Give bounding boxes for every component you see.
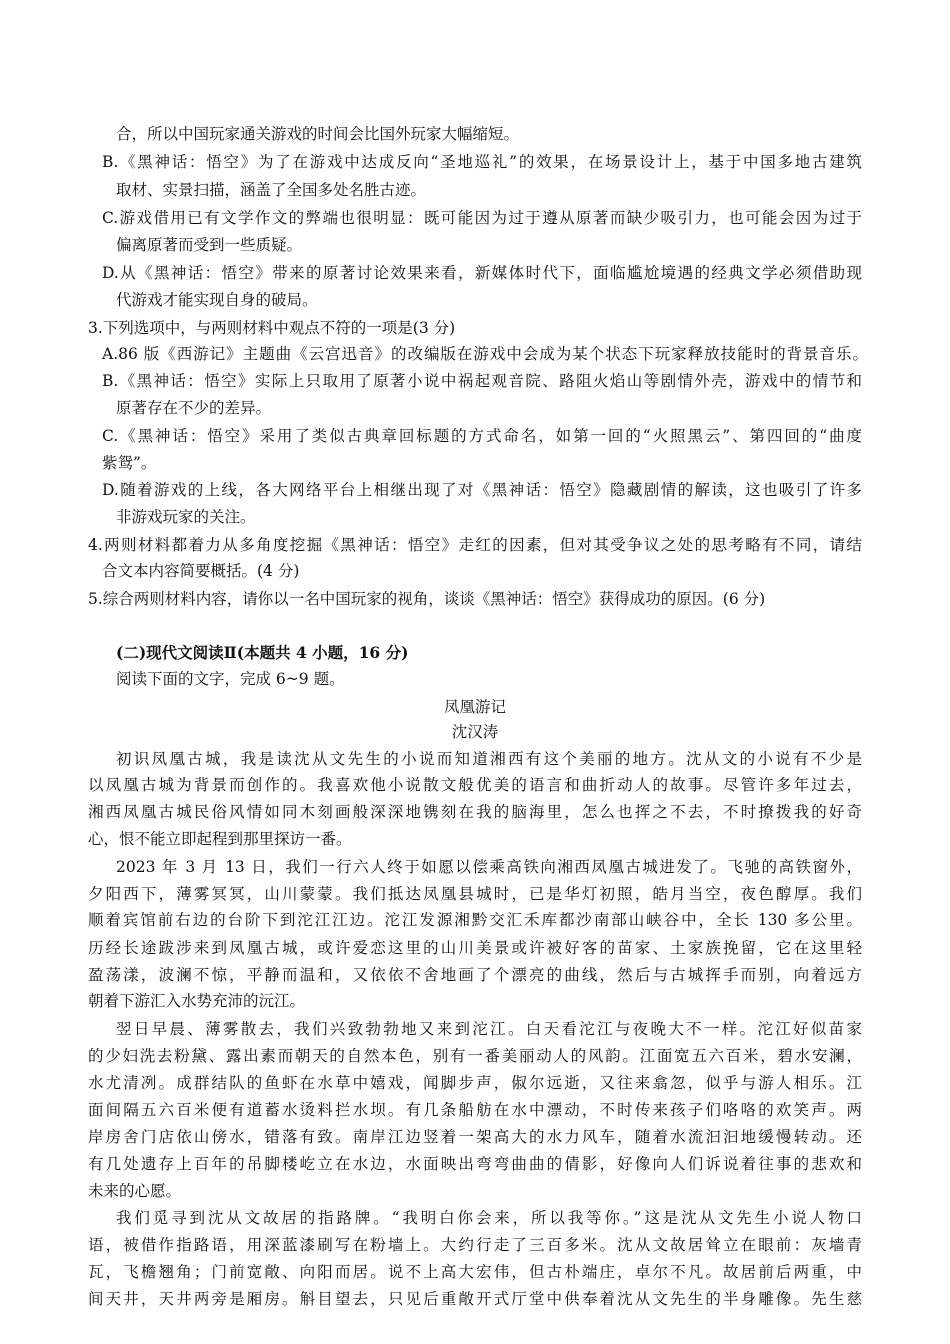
paragraph-3-line-5: 岸房舍门店依山傍水，错落有致。南岸江边竖着一架高大的水力风车，随着水流汩汩地缓慢转动。还 (88, 1128, 862, 1146)
q3-option-b-line-1: B.《黑神话：悟空》实际上只取用了原著小说中祸起观音院、路阻火焰山等剧情外壳，游戏中的情节和 (102, 372, 862, 390)
option-d-line-1: D.从《黑神话：悟空》带来的原著讨论效果来看，新媒体时代下，面临尴尬境遇的经典文学必须借助现 (102, 264, 862, 282)
question-4-line-2: 合文本内容简要概括。(4 分) (102, 562, 300, 580)
paragraph-4-line-3: 瓦，飞檐翘角；门前宽敞、向阳而居。说不上高大宏伟，但古朴端庄，卓尔不凡。故居前后两重，中 (88, 1263, 862, 1281)
paragraph-3-line-3: 水尤清冽。成群结队的鱼虾在水草中嬉戏，闻脚步声，俶尔远逝，又往来翕忽，似乎与游人相乐。江 (88, 1074, 862, 1092)
paragraph-3-line-7: 未来的心愿。 (88, 1182, 182, 1200)
paragraph-2-line-4: 历经长途跋涉来到凤凰古城，或许爱恋这里的山川美景或许被好客的苗家、土家族挽留，它在这里轻 (88, 939, 862, 957)
paragraph-2-line-2: 夕阳西下，薄雾冥冥，山川蒙蒙。我们抵达凤凰县城时，已是华灯初照，皓月当空，夜色醇厚。我们 (88, 885, 862, 903)
paragraph-1-line-4: 心，恨不能立即起程到那里探访一番。 (88, 830, 352, 848)
paragraph-1-line-1: 初识凤凰古城，我是读沈从文先生的小说而知道湘西有这个美丽的地方。沈从文的小说有不少是 (116, 750, 862, 768)
paragraph-2-line-1: 2023 年 3 月 13 日，我们一行六人终于如愿以偿乘高铁向湘西凤凰古城进发了。飞驰的高铁窗外， (116, 858, 862, 876)
paragraph-2-line-6: 朝着下游汇入水势充沛的沅江。 (88, 992, 306, 1010)
paragraph-3-line-6: 有几处遗存上百年的吊脚楼屹立在水边，水面映出弯弯曲曲的倩影，好像向人们诉说着往事的悲欢和 (88, 1155, 862, 1173)
question-4-line-1: 4.两则材料都着力从多角度挖掘《黑神话：悟空》走红的因素，但对其受争议之处的思考略有不同，请结 (88, 536, 862, 554)
paragraph-3-line-4: 面间隔五六百米便有道蓄水烫料拦水坝。有几条船舫在水中漂动，不时传来孩子们咯咯的欢笑声。两 (88, 1101, 862, 1119)
paragraph-3-line-2: 的少妇洗去粉黛、露出素而朝天的自然本色，别有一番美丽动人的风韵。江面宽五六百米，碧水安澜， (88, 1047, 862, 1065)
paragraph-4-line-1: 我们觅寻到沈从文故居的指路牌。“我明白你会来，所以我等你。”这是沈从文先生小说人物口 (116, 1209, 862, 1227)
paragraph-4-line-4: 间天井，天井两旁是厢房。斛目望去，只见后重敞开式厅堂中供奉着沈从文先生的半身雕像。先生慈 (88, 1290, 862, 1308)
q3-option-c-line-1: C.《黑神话：悟空》采用了类似古典章回标题的方式命名，如第一回的“火照黑云”、第四回的“曲度 (102, 427, 862, 445)
q3-option-a: A.86 版《西游记》主题曲《云宫迅音》的改编版在游戏中会成为某个状态下玩家释放技能时的背景音乐。 (102, 345, 868, 363)
passage-author: 沈汉涛 (451, 723, 499, 741)
option-b-line-1: B.《黑神话：悟空》为了在游戏中达成反向“圣地巡礼”的效果，在场景设计上，基于中国多地古建筑 (102, 153, 862, 171)
question-5: 5.综合两则材料内容，请你以一名中国玩家的视角，谈谈《黑神话：悟空》获得成功的原因。(6 分) (88, 590, 766, 608)
q3-option-c-line-2: 紫鸳”。 (102, 454, 157, 472)
passage-title: 凤凰游记 (443, 698, 506, 716)
option-a-continuation: 合，所以中国玩家通关游戏的时间会比国外玩家大幅缩短。 (116, 125, 520, 143)
paragraph-1-line-2: 以凤凰古城为背景而创作的。我喜欢他小说散文般优美的语言和曲折动人的故事。尽管许多年过去， (88, 776, 862, 794)
option-d-line-2: 代游戏才能实现自身的破局。 (116, 291, 318, 309)
reading-instruction: 阅读下面的文字，完成 6~9 题。 (116, 670, 345, 688)
option-c-line-1: C.游戏借用已有文学作文的弊端也很明显：既可能因为过于遵从原著而缺少吸引力，也可能会因为过于 (102, 209, 862, 227)
question-3-stem: 3.下列选项中，与两则材料中观点不符的一项是(3 分) (88, 319, 456, 337)
paragraph-2-line-5: 盈荡漾，波澜不惊，平静而温和，又依依不舍地画了个漂亮的曲线，然后与古城挥手而别，向着远方 (88, 966, 862, 984)
paragraph-1-line-3: 湘西凤凰古城民俗风情如同木刻画般深深地镌刻在我的脑海里，怎么也挥之不去，不时撩拨我的好奇 (88, 803, 862, 821)
q3-option-b-line-2: 原著存在不少的差异。 (116, 399, 272, 417)
paragraph-2-line-3: 顺着宾馆前右边的台阶下到沱江江边。沱江发源湘黔交汇禾库都沙南部山峡谷中，全长 130 多公里。 (88, 911, 862, 929)
q3-option-d-line-2: 非游戏玩家的关注。 (116, 508, 256, 526)
q3-option-d-line-1: D.随着游戏的上线，各大网络平台上相继出现了对《黑神话：悟空》隐藏剧情的解读，这也吸引了许多 (102, 481, 862, 499)
option-c-line-2: 偏离原著而受到一些质疑。 (116, 236, 303, 254)
option-b-line-2: 取材、实景扫描，涵盖了全国多处名胜古迹。 (116, 181, 427, 199)
paragraph-4-line-2: 语，被借作指路语，用深蓝漆刷写在粉墙上。大约行走了三百多米。沈从文故居耸立在眼前：灰墙青 (88, 1236, 862, 1254)
section-heading: (二)现代文阅读Ⅱ(本题共 4 小题，16 分) (116, 643, 409, 662)
paragraph-3-line-1: 翌日早晨、薄雾散去，我们兴致勃勃地又来到沱江。白天看沱江与夜晚大不一样。沱江好似苗家 (116, 1020, 862, 1038)
